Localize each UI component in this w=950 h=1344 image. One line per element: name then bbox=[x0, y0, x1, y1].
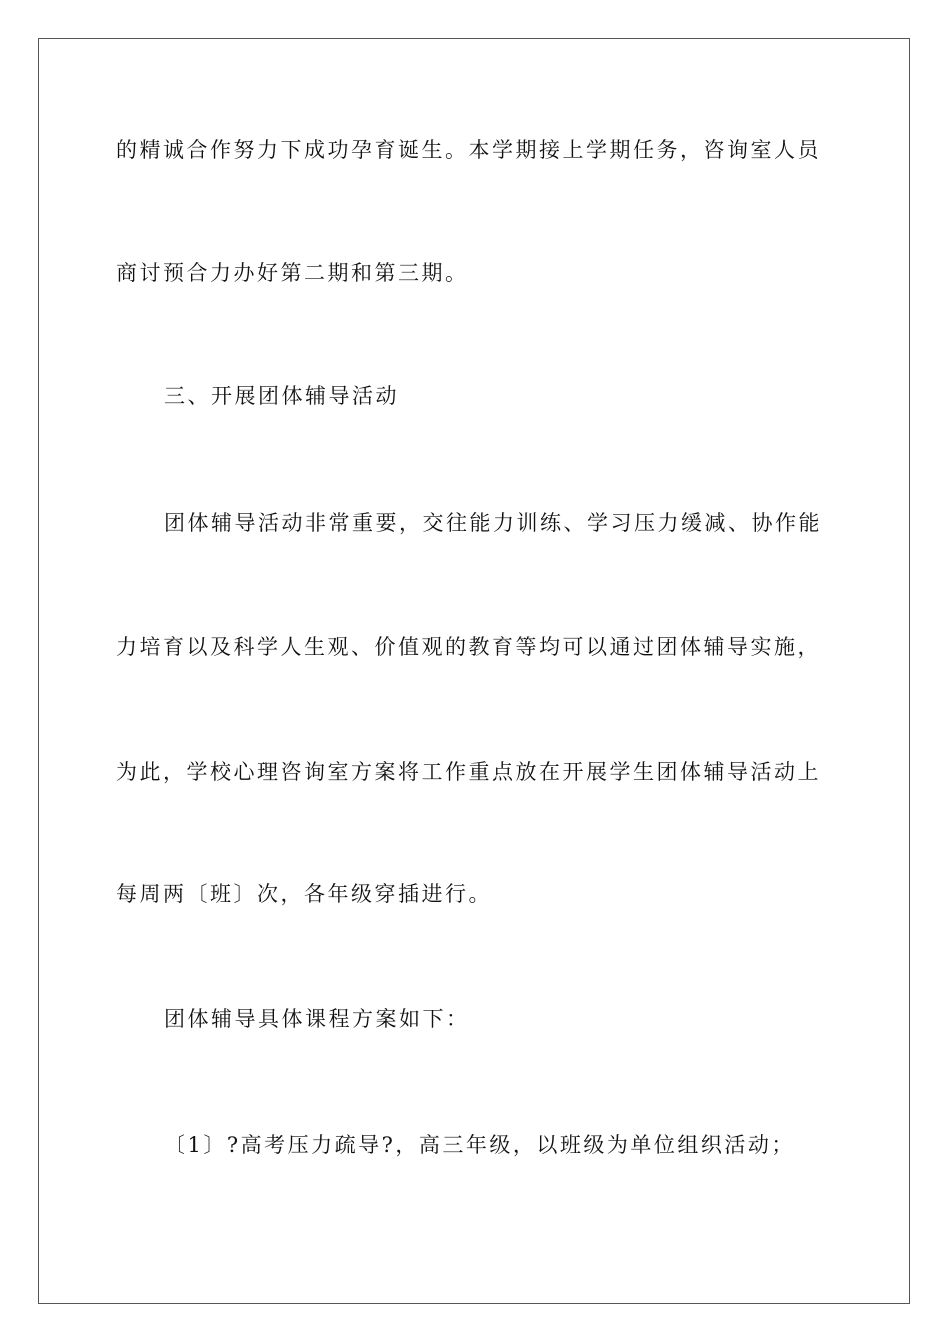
paragraph-line: 为此，学校心理咨询室方案将工作重点放在开展学生团体辅导活动上 bbox=[116, 760, 821, 784]
page-border bbox=[38, 38, 910, 1304]
paragraph-line: 团体辅导活动非常重要，交往能力训练、学习压力缓减、协作能 bbox=[164, 511, 822, 535]
section-heading: 三、开展团体辅导活动 bbox=[164, 384, 399, 408]
paragraph-line: 的精诚合作努力下成功孕育诞生。本学期接上学期任务，咨询室人员 bbox=[116, 138, 821, 162]
list-item: 〔1〕?高考压力疏导?，高三年级，以班级为单位组织活动； bbox=[164, 1133, 795, 1157]
paragraph-line: 团体辅导具体课程方案如下： bbox=[164, 1007, 470, 1031]
paragraph-line: 力培育以及科学人生观、价值观的教育等均可以通过团体辅导实施， bbox=[116, 635, 821, 659]
paragraph-line: 商讨预合力办好第二期和第三期。 bbox=[116, 261, 469, 285]
paragraph-line: 每周两〔班〕次，各年级穿插进行。 bbox=[116, 882, 492, 906]
